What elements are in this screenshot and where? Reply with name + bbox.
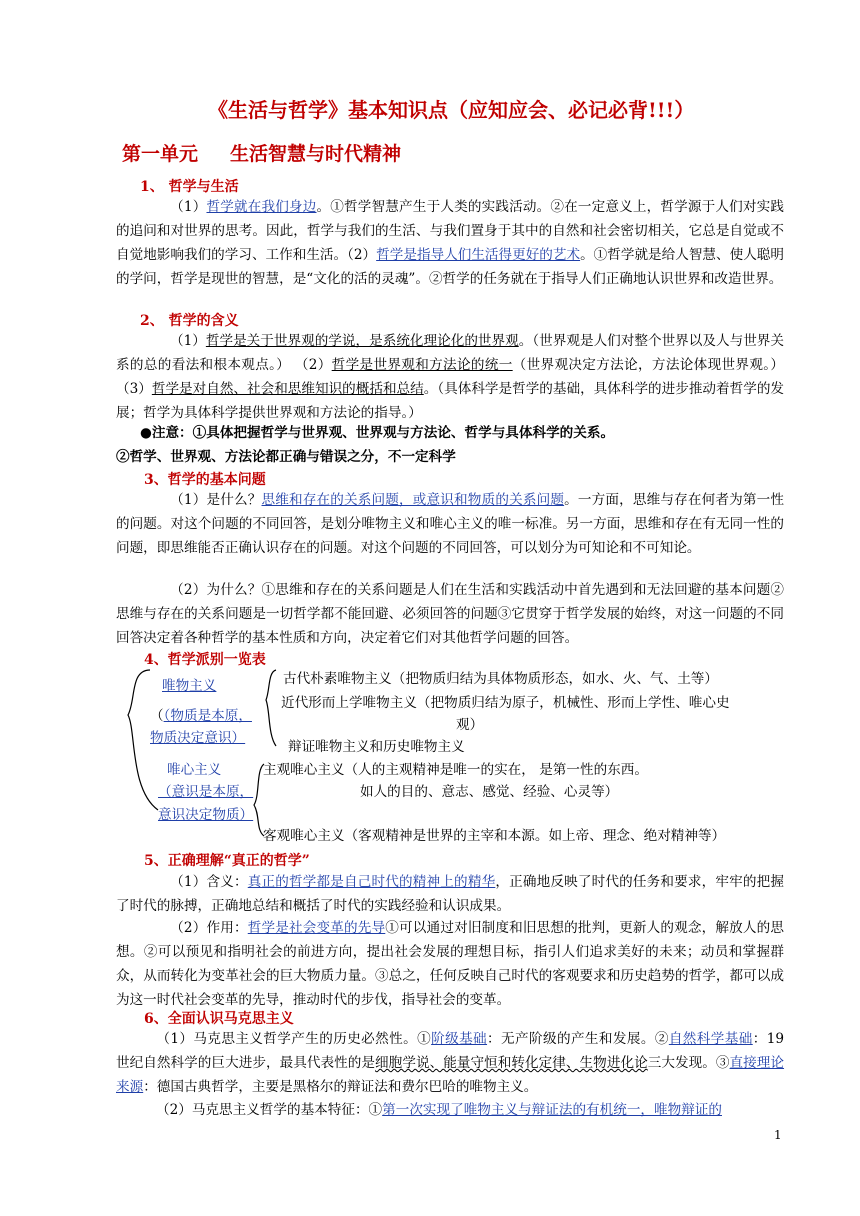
section-6-paragraph-1: （1）马克思主义哲学产生的历史必然性。①阶级基础：无产阶级的产生和发展。②自然科学基础：19 世纪自然科学的巨大进步，最具代表性的是细胞学说、能量守恒和转化定律、生物进化论三大发现。③直接理论来源：德国古典哲学，主要是黑格尔的辩证法和费尔巴哈的唯物主义。 [116,1031,785,1095]
section-1-paragraph: （1）哲学就在我们身边。①哲学智慧产生于人类的实践活动。②在一定意义上，哲学源于人们对实践的追问和对世界的思考。因此，哲学与我们的生活、与我们置身于其中的自然和社会密切相关，它总是自觉或不自觉地影响我们的学习、工作和生活。（2）哲学是指导人们生活得更好的艺术。①哲学就是给人智慧、使人聪明的学问，哲学是现世的智慧，是“文化的活的灵魂”。②哲学的任务就在于指导人们正确地认识世界和改造世界。 [116,199,785,287]
section-heading-4: 4、哲学派别一览表 [144,652,266,668]
unit-subtitle: 生活智慧与时代精神 [230,143,402,165]
key-phrase: 细胞学说、能量守恒和转化定律、生物进化论 [375,1055,648,1071]
key-phrase: 哲学是关于世界观的学说，是系统化理论化的世界观 [205,333,519,349]
idealism-type-2: 客观唯心主义（客观精神是世界的主宰和本源。如上帝、理念、绝对精神等） [263,828,726,844]
section-6-paragraph-2: （2）马克思主义哲学的基本特征：①第一次实现了唯物主义与辩证法的有机统一，唯物辩证的 [156,1102,722,1118]
idealism-note-1: （意识是本原， [158,784,254,800]
section-heading-6: 6、全面认识马克思主义 [144,1011,294,1027]
section-heading-1: 1、 哲学与生活 [140,179,239,195]
materialism-note-2: 物质决定意识） [150,730,246,746]
key-phrase: 哲学是对自然、社会和思维知识的概括和总结 [151,381,424,397]
idealism-type-1a: 主观唯心主义（人的主观精神是唯一的实在， 是第一性的东西。 [263,762,648,778]
idealism-type-1b: 如人的目的、意志、感觉、经验、心灵等） [360,784,619,800]
section-2-paragraph: （1）哲学是关于世界观的学说，是系统化理论化的世界观。（世界观是人们对整个世界以及人与世界关系的总的看法和根本观点。） （2）哲学是世界观和方法论的统一（世界观决定方法论，方法论体现世界观。） （3）哲学是对自然、社会和思维知识的概括和总结。（具体科学是哲学的基础，具体科学的进步推动着哲学的发展；哲学为具体科学提供世界观和方法论的指导。） [116,333,785,421]
key-phrase: 思维和存在的关系问题，或意识和物质的关系问题 [261,492,565,508]
key-phrase: 哲学是指导人们生活得更好的艺术 [376,247,581,263]
materialism-type-2b: 观） [456,717,484,733]
key-phrase: 直接理论来源 [116,1055,785,1095]
materialism-type-3: 辩证唯物主义和历史唯物主义 [288,739,465,755]
idealism-label: 唯心主义 [167,762,222,778]
key-phrase: 哲学就在我们身边 [206,199,317,215]
key-phrase: 阶级基础 [431,1031,488,1047]
note-line-2: ②哲学、世界观、方法论都正确与错误之分，不一定科学 [116,449,456,465]
key-phrase: 哲学是世界观和方法论的统一 [331,357,513,373]
key-phrase: 自然科学基础 [668,1031,753,1047]
idealism-note-2: 意识决定物质） [158,807,254,823]
page-number: 1 [774,1128,782,1142]
note-line-1: ●注意：①具体把握哲学与世界观、世界观与方法论、哲学与具体科学的关系。 [140,425,615,441]
unit-name: 第一单元 [122,143,199,165]
section-3-paragraph-1: （1）是什么？思维和存在的关系问题，或意识和物质的关系问题。一方面，思维与存在何者为第一性的问题。对这个问题的不同回答，是划分唯物主义和唯心主义的唯一标准。另一方面，思维和存在有无同一性的问题，即思维能否正确认识存在的问题。对这个问题的不同回答，可以划分为可知论和不可知论。 [116,492,784,556]
key-phrase: 哲学是社会变革的先导 [247,920,386,936]
materialism-note-1: （（物质是本原， [150,708,252,724]
materialism-label: 唯物主义 [162,678,217,694]
key-phrase: 第一次实现了唯物主义与辩证法的有机统一，唯物辩证的 [382,1102,722,1118]
materialism-type-2a: 近代形而上学唯物主义（把物质归结为原子，机械性、形而上学性、唯心史 [281,695,730,711]
section-heading-5: 5、正确理解“真正的哲学” [144,853,310,869]
section-3-paragraph-2: （2）为什么？①思维和存在的关系问题是人们在生活和实践活动中首先遇到和无法回避的基本问题②思维与存在的关系问题是一切哲学都不能回避、必须回答的问题③它贯穿于哲学发展的始终，对这一问题的不同回答决定着各种哲学的基本性质和方向，决定着它们对其他哲学问题的回答。 [116,582,784,646]
key-phrase: 真正的哲学都是自己时代的精神上的精华 [247,874,496,890]
section-5-paragraph-2: （2）作用：哲学是社会变革的先导①可以通过对旧制度和旧思想的批判，更新人的观念，解放人的思想。②可以预见和指明社会的前进方向，提出社会发展的理想目标，指引人们追求美好的未来；动员和掌握群众，从而转化为变革社会的巨大物质力量。③总之，任何反映自己时代的客观要求和历史趋势的哲学，都可以成为这一时代社会变革的先导，推动时代的步伐，指导社会的变革。 [116,920,785,1008]
materialism-type-1: 古代朴素唯物主义（把物质归结为具体物质形态，如水、火、气、土等） [283,671,718,687]
document-title: 《生活与哲学》基本知识点（应知应会、必记必背!!!） [208,98,695,122]
section-heading-3: 3、哲学的基本问题 [144,472,266,488]
section-heading-2: 2、 哲学的含义 [140,313,239,329]
section-5-paragraph-1: （1）含义：真正的哲学都是自己时代的精神上的精华，正确地反映了时代的任务和要求，牢牢的把握了时代的脉搏，正确地总结和概括了时代的实践经验和认识成果。 [116,874,785,914]
